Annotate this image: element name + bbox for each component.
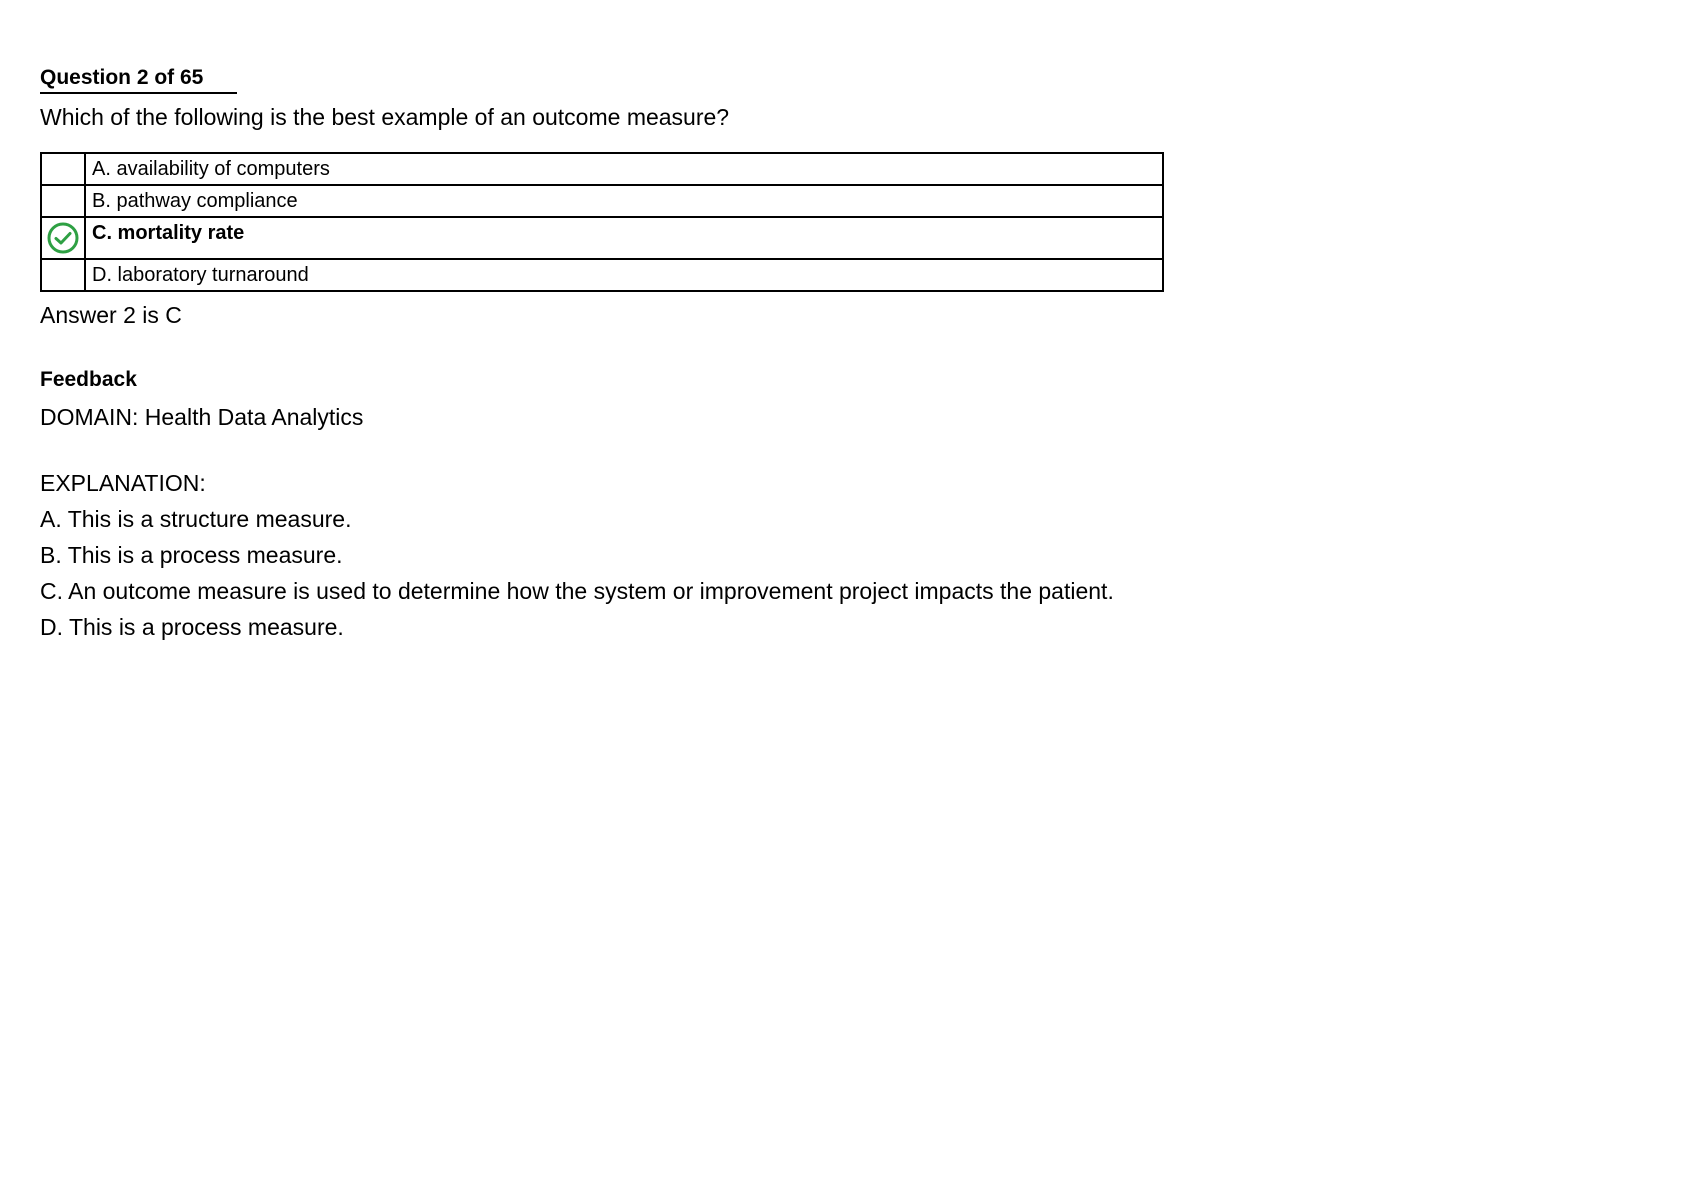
question-text: Which of the following is the best example of an outcome measure? bbox=[40, 104, 730, 130]
answer-line: Answer 2 is C bbox=[40, 302, 182, 328]
option-marker-c bbox=[41, 217, 85, 259]
option-label-b: B. pathway compliance bbox=[85, 185, 1163, 217]
explanation-item-d: D. This is a process measure. bbox=[40, 614, 344, 640]
explanation-item-c: C. An outcome measure is used to determine how the system or improvement project impacts the patient. bbox=[40, 578, 1114, 604]
option-label-d: D. laboratory turnaround bbox=[85, 259, 1163, 291]
option-marker-d bbox=[41, 259, 85, 291]
explanation-title: EXPLANATION: bbox=[40, 470, 206, 496]
explanation-item-a: A. This is a structure measure. bbox=[40, 506, 352, 532]
answer-option-c[interactable] bbox=[41, 217, 1163, 259]
option-marker-b bbox=[41, 185, 85, 217]
check-circle-icon bbox=[46, 221, 80, 255]
explanation-item-b: B. This is a process measure. bbox=[40, 542, 343, 568]
explanation-list bbox=[40, 504, 1240, 642]
question-header: Question 2 of 65 bbox=[40, 64, 237, 94]
answer-option-d[interactable] bbox=[41, 259, 1163, 291]
option-label-c: C. mortality rate bbox=[85, 217, 1163, 259]
answer-option-b[interactable] bbox=[41, 185, 1163, 217]
answer-options-table bbox=[40, 152, 1164, 292]
question-page bbox=[40, 64, 1240, 642]
answer-option-a[interactable] bbox=[41, 153, 1163, 185]
option-label-a: A. availability of computers bbox=[85, 153, 1163, 185]
option-marker-a bbox=[41, 153, 85, 185]
domain-line: DOMAIN: Health Data Analytics bbox=[40, 404, 364, 430]
feedback-title: Feedback bbox=[40, 368, 137, 391]
